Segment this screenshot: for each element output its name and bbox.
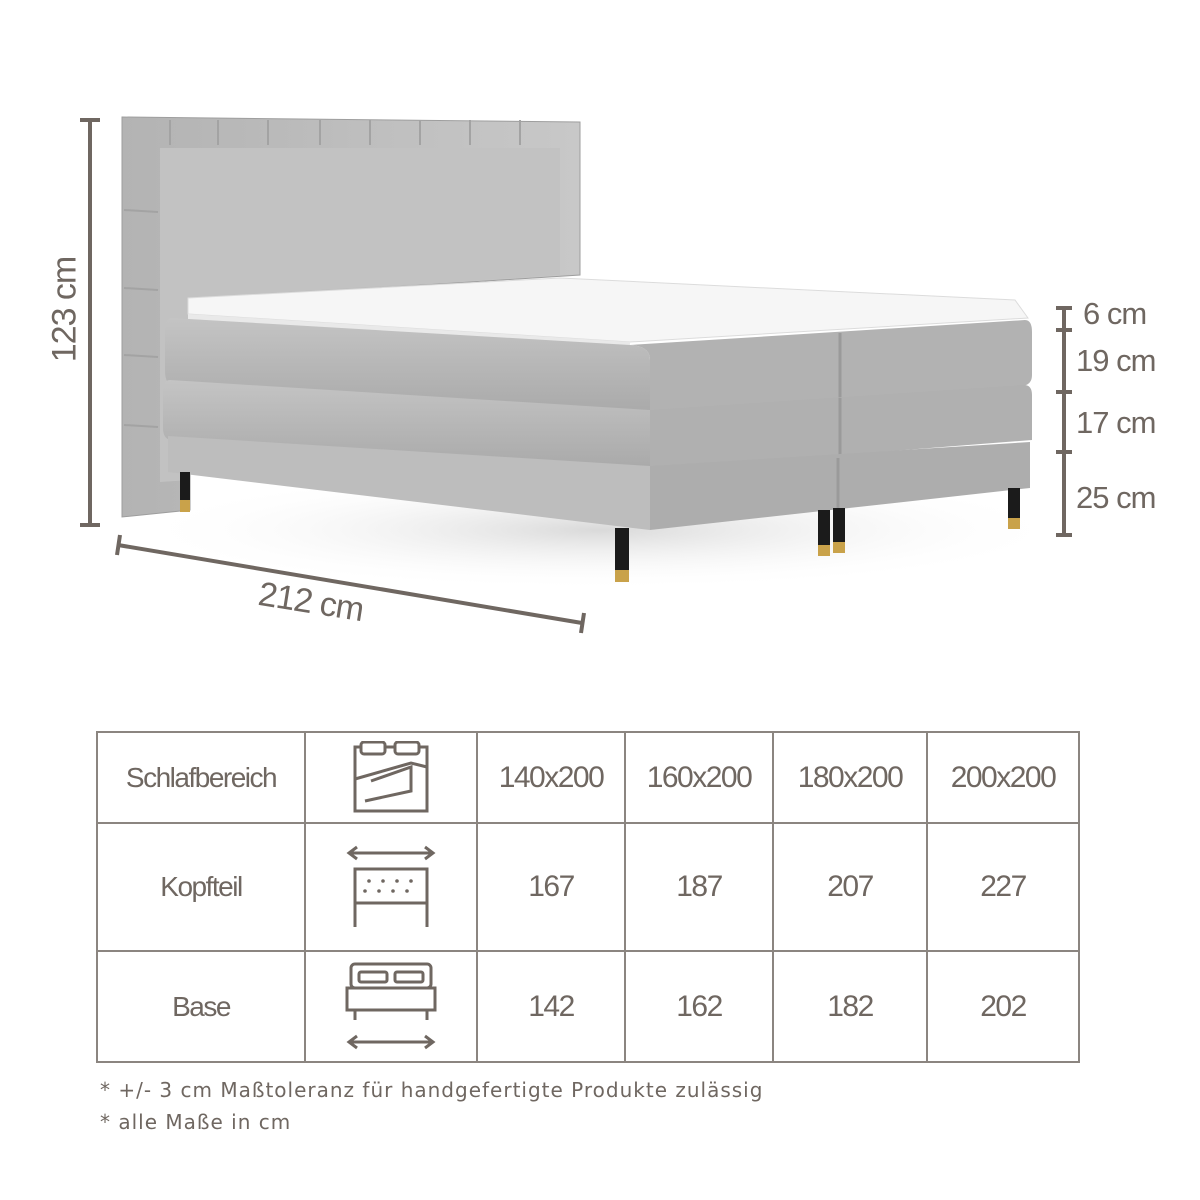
headboard-140: 167 [477, 823, 625, 951]
size-200x200: 200x200 [927, 732, 1079, 823]
size-160x200: 160x200 [625, 732, 773, 823]
row-label-headboard: Kopfteil [97, 823, 305, 951]
headboard-180: 207 [773, 823, 927, 951]
base-200: 202 [927, 951, 1079, 1062]
headboard-200: 227 [927, 823, 1079, 951]
size-140x200: 140x200 [477, 732, 625, 823]
base-180: 182 [773, 951, 927, 1062]
base-height-label: 25 cm [1076, 480, 1156, 515]
length-dimension-label: 212 cm [255, 574, 366, 630]
units-note: * alle Maße in cm [100, 1110, 292, 1134]
row-label-base: Base [97, 951, 305, 1062]
size-spec-table [96, 731, 1080, 1063]
table-row-base [97, 951, 1079, 1062]
height-dimension-label: 123 cm [45, 256, 84, 363]
box-height-label: 17 cm [1076, 405, 1156, 440]
headboard-width-icon [305, 823, 477, 951]
headboard-160: 187 [625, 823, 773, 951]
bed-top-view-icon [305, 732, 477, 823]
topper-height-label: 6 cm [1083, 296, 1147, 331]
base-160: 162 [625, 951, 773, 1062]
bed-base-width-icon [305, 951, 477, 1062]
table-row-sleeping-area [97, 732, 1079, 823]
size-180x200: 180x200 [773, 732, 927, 823]
base-140: 142 [477, 951, 625, 1062]
mattress-height-label: 19 cm [1076, 343, 1156, 378]
tolerance-note: * +/- 3 cm Maßtoleranz für handgefertigte Produkte zulässig [100, 1078, 764, 1102]
table-row-headboard [97, 823, 1079, 951]
row-label-sleeping-area: Schlafbereich [97, 732, 305, 823]
